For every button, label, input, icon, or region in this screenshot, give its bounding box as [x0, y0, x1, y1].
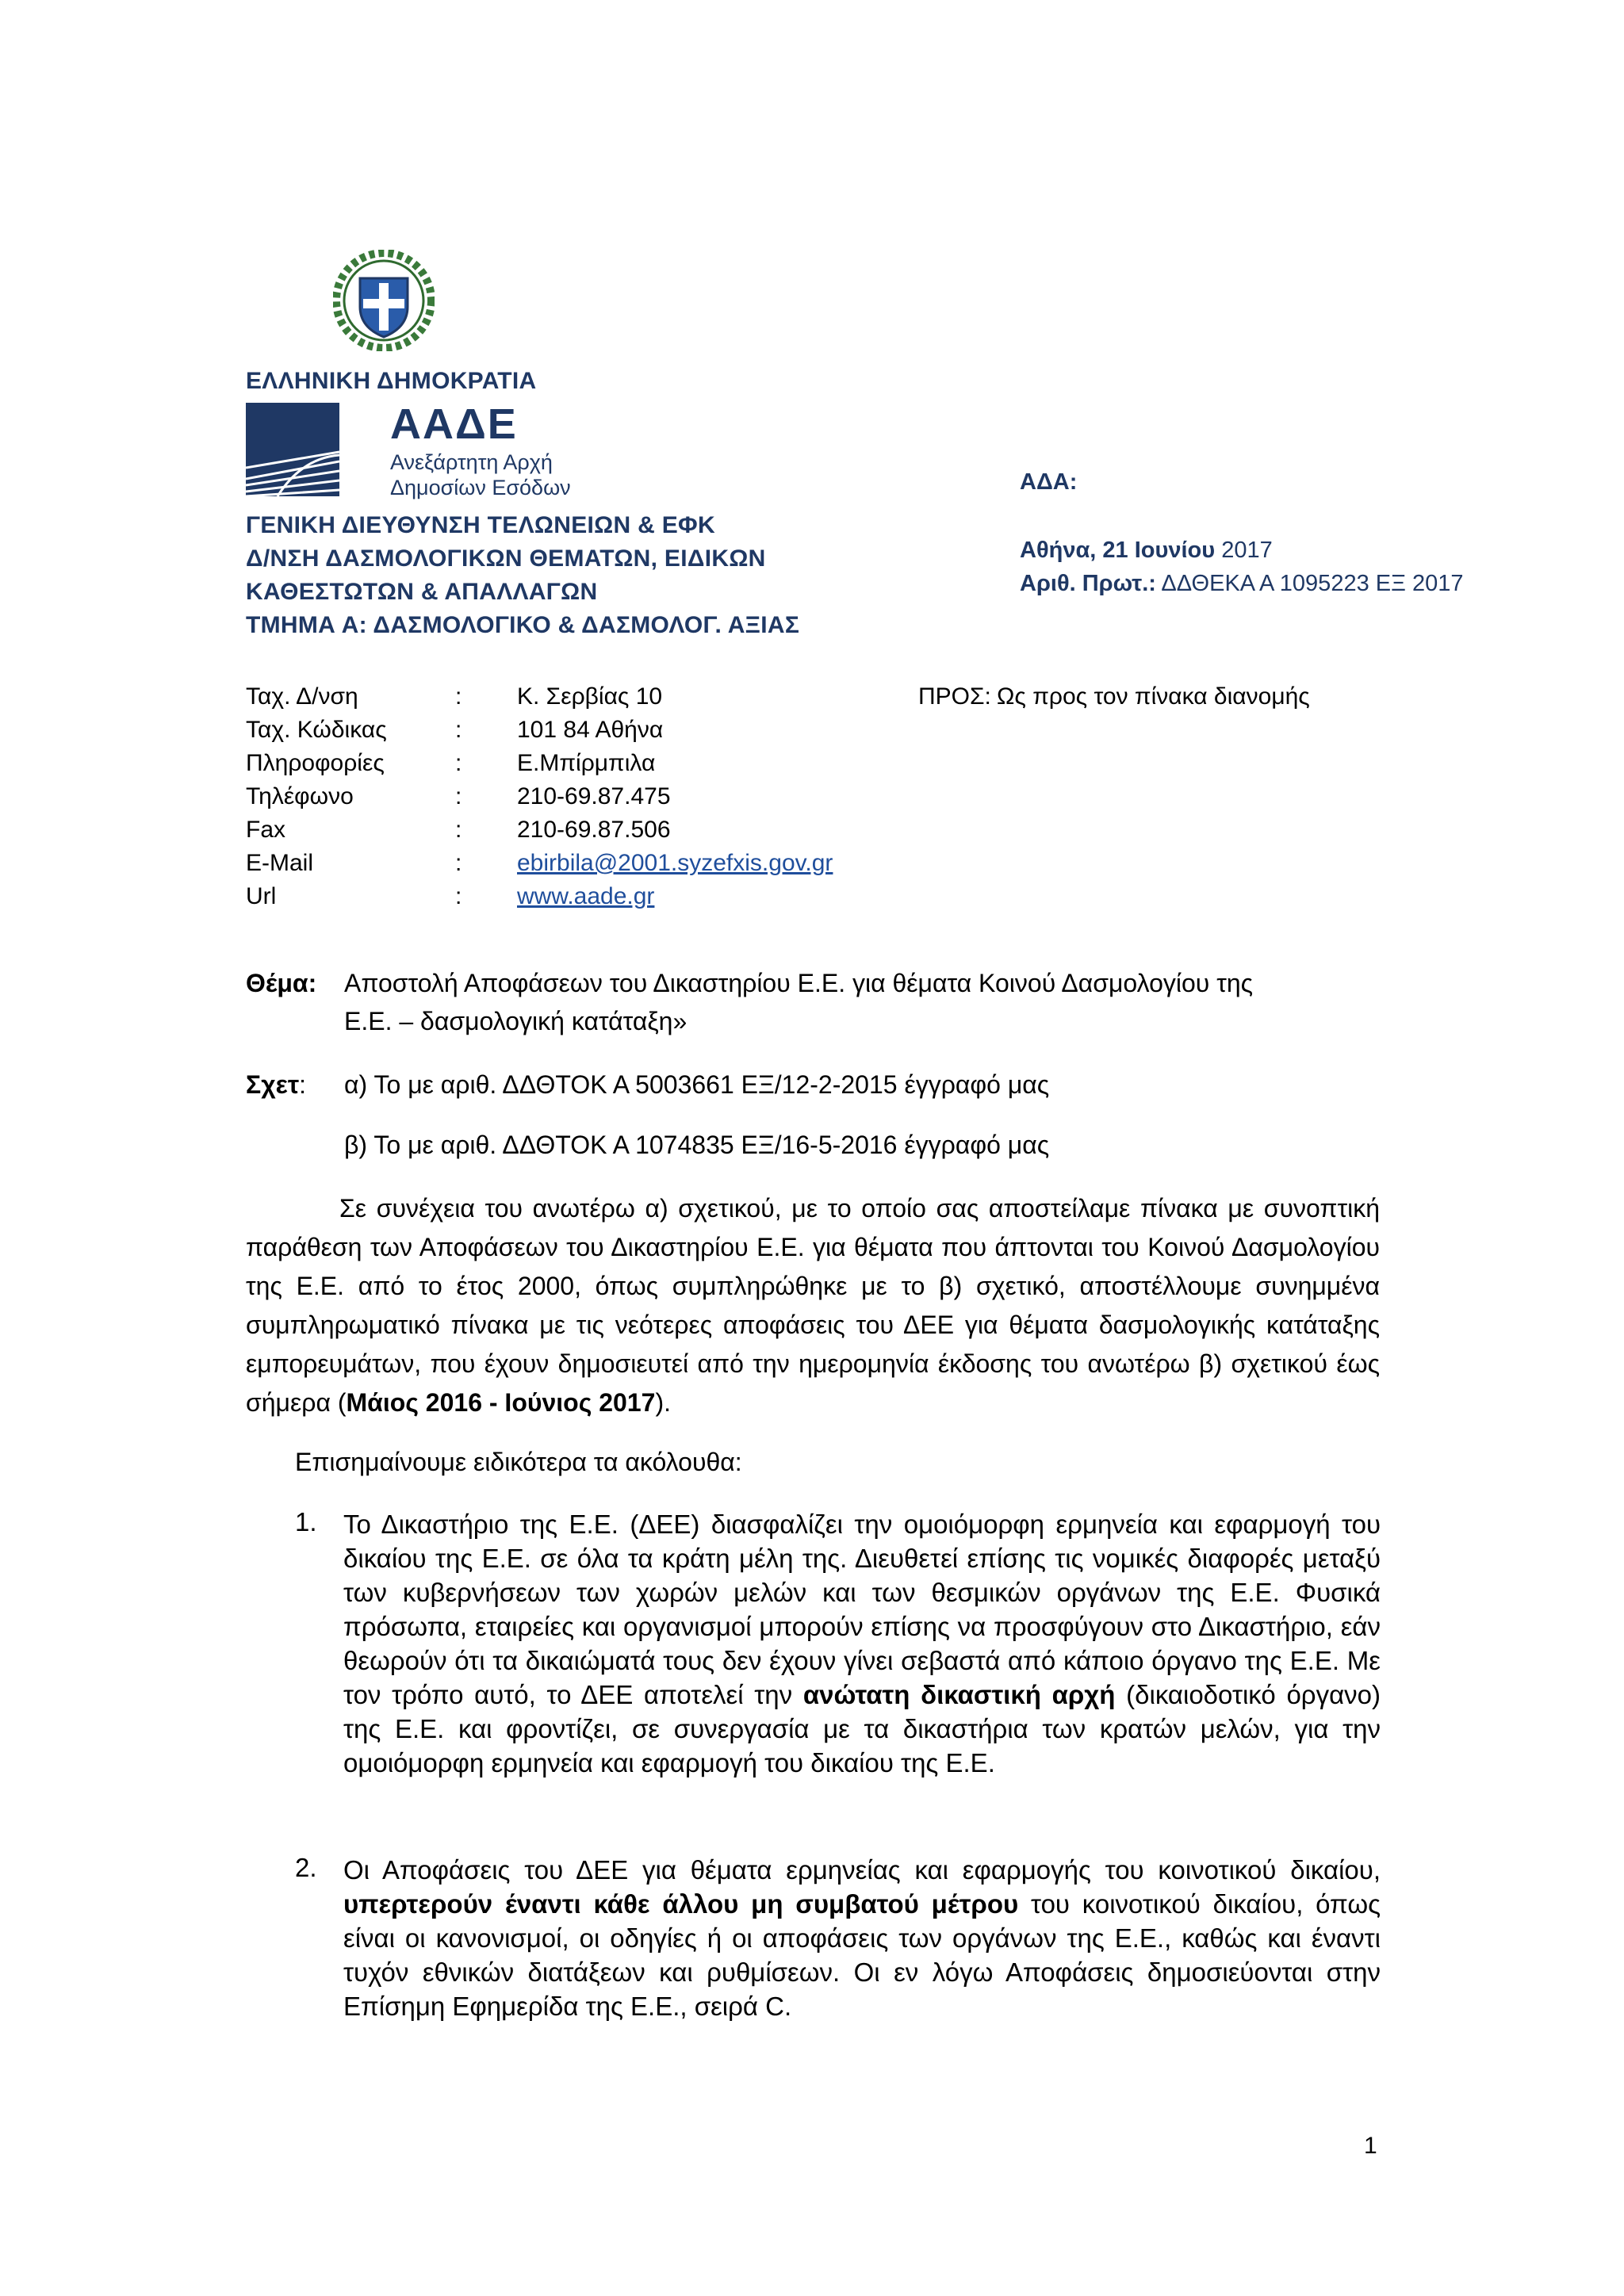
emblem-icon: [333, 250, 435, 351]
list-item-text: Οι Αποφάσεις του ΔΕΕ για θέματα ερμηνείας και εφαρμογής του κοινοτικού δικαίου,: [343, 1855, 1381, 1885]
reference-b: β) Το με αριθ. ΔΔΘΤΟΚ Α 1074835 ΕΞ/16-5-2016 έγγραφό μας: [344, 1131, 1050, 1159]
list-item-number: 2.: [295, 1853, 317, 1882]
email-link[interactable]: ebirbila@2001.syzefxis.gov.gr: [517, 850, 833, 876]
protocol-value: ΔΔΘΕΚΑ Α 1095223 ΕΞ 2017: [1155, 571, 1464, 596]
list-item-text: Το Δικαστήριο της Ε.Ε. (ΔΕΕ) διασφαλίζει την ομοιόμορφη ερμηνεία και εφαρμογή του δικαίου της Ε.Ε. σε όλα τα κράτη μέλη της. Διευθετεί επίσης τις νομικές διαφορές μεταξύ των κυβερνήσεων των χωρών μελών και των θεσμικών οργάνων της Ε.Ε. Φυσικά πρόσωπα, εταιρείες και οργανισμοί μπορούν επίσης να προσφύγουν στο Δικαστήριο, εάν θεωρούν ότι τα δικαιώματά τους δεν έχουν γίνει σεβαστά από κάποιο όργανο της Ε.Ε. Με τον τρόπο αυτό, το ΔΕΕ αποτελεί την: [343, 1510, 1381, 1709]
contact-value-postal-code: 101 84 Αθήνα: [517, 717, 664, 743]
place-date: [1020, 538, 1273, 564]
aade-logo-icon: [246, 403, 339, 496]
list-item-text: (δικαιοδοτικό όργανο) της Ε.Ε. και φροντίζει, σε συνεργασία με τα δικαστήρια των κρατών μελών, για την ομοιόμορφη ερμηνεία και εφαρμογή του δικαίου της Ε.Ε.: [343, 1680, 1381, 1777]
subject-label: Θέμα:: [246, 969, 317, 997]
contact-colon: :: [455, 817, 462, 843]
list-item-bold: ανώτατη δικαστική αρχή: [802, 1680, 1116, 1709]
department-line-4: ΤΜΗΜΑ Α: ΔΑΣΜΟΛΟΓΙΚΟ & ΔΑΣΜΟΛΟΓ. ΑΞΙΑΣ: [246, 612, 800, 638]
period-bold: Μάιος 2016 - Ιούνιος 2017: [346, 1388, 656, 1417]
body-paragraph-1-end: ).: [655, 1388, 671, 1417]
body-paragraph-1: [246, 1189, 1380, 1422]
contact-value-information: Ε.Μπίρμπιλα: [517, 750, 656, 776]
reference-label: [246, 1070, 306, 1100]
contact-colon: :: [455, 683, 462, 710]
greek-republic-emblem: [333, 250, 435, 351]
contact-value-fax: 210-69.87.506: [517, 817, 671, 843]
department-line-3: ΚΑΘΕΣΤΩΤΩΝ & ΑΠΑΛΛΑΓΩΝ: [246, 579, 598, 605]
contact-label: Ταχ. Κώδικας: [246, 717, 387, 743]
aade-logo: [246, 400, 603, 503]
contact-colon: :: [455, 750, 462, 776]
aade-logo-subtitle-2: Δημοσίων Εσόδων: [390, 476, 571, 499]
contact-label: Ταχ. Δ/νση: [246, 683, 358, 710]
subject-line-2: Ε.Ε. – δασμολογική κατάταξη»: [344, 1007, 688, 1035]
contact-block: [0, 683, 952, 921]
reference-a: α) Το με αριθ. ΔΔΘΤΟΚ Α 5003661 ΕΞ/12-2-2015 έγγραφό μας: [344, 1070, 1050, 1099]
website-link[interactable]: www.aade.gr: [517, 883, 655, 909]
aade-logo-title: ΑΑΔΕ: [390, 400, 518, 448]
page-number: 1: [1364, 2133, 1377, 2159]
aade-logo-subtitle-1: Ανεξάρτητη Αρχή: [390, 450, 553, 474]
place-date-bold: Αθήνα, 21 Ιουνίου: [1020, 538, 1216, 563]
protocol-number: [1020, 571, 1464, 597]
contact-label: Fax: [246, 817, 286, 843]
list-item: [343, 1507, 1381, 1780]
contact-label: Url: [246, 883, 277, 909]
department-line-2: Δ/ΝΣΗ ΔΑΣΜΟΛΟΓΙΚΩΝ ΘΕΜΑΤΩΝ, ΕΙΔΙΚΩΝ: [246, 545, 766, 572]
body-paragraph-1-text: Σε συνέχεια του ανωτέρω α) σχετικού, με το οποίο σας αποστείλαμε πίνακα με συνοπτική παράθεση των Αποφάσεων του Δικαστηρίου Ε.Ε. για θέματα που άπτονται του Κοινού Δασμολογίου της Ε.Ε. από το έτος 2000, όπως συμπληρώθηκε με το β) σχετικό, αποστέλλουμε συνημμένα συμπληρωματικό πίνακα με τις νεότερες αποφάσεις του ΔΕΕ για θέματα δασμολογικής κατάταξης εμπορευμάτων, που έχουν δημοσιευτεί από την ημερομηνία έκδοσης του ανωτέρω β) σχετικού έως σήμερα (: [246, 1194, 1380, 1417]
list-item: [343, 1853, 1381, 2023]
contact-label: Πληροφορίες: [246, 750, 385, 776]
contact-value-address: Κ. Σερβίας 10: [517, 683, 663, 710]
recipient-value: Ως προς τον πίνακα διανομής: [997, 683, 1310, 710]
list-item-text: του κοινοτικού δικαίου, όπως είναι οι κανονισμοί, οι οδηγίες ή οι αποφάσεις των οργάνων της Ε.Ε., καθώς και έναντι τυχόν εθνικών διατάξεων και ρυθμίσεων. Οι εν λόγω Αποφάσεις δημοσιεύονται στην Επίσημη Εφημερίδα της Ε.Ε., σειρά C.: [343, 1889, 1381, 2021]
contact-colon: :: [455, 850, 462, 876]
department-line-1: ΓΕΝΙΚΗ ΔΙΕΥΘΥΝΣΗ ΤΕΛΩΝΕΙΩΝ & ΕΦΚ: [246, 512, 715, 538]
subject-line-1: Αποστολή Αποφάσεων του Δικαστηρίου Ε.Ε. για θέματα Κοινού Δασμολογίου της: [344, 969, 1254, 997]
protocol-label: Αριθ. Πρωτ.:: [1020, 571, 1156, 596]
republic-name: ΕΛΛΗΝΙΚΗ ΔΗΜΟΚΡΑΤΙΑ: [246, 368, 537, 394]
reference-label-text: Σχετ: [246, 1070, 300, 1099]
list-item-bold: υπερτερούν έναντι κάθε άλλου μη συμβατού μέτρου: [343, 1889, 1019, 1919]
contact-label: E-Mail: [246, 850, 314, 876]
contact-value-phone: 210-69.87.475: [517, 783, 671, 809]
contact-colon: :: [455, 783, 462, 809]
year: 2017: [1215, 538, 1273, 563]
list-item-number: 1.: [295, 1507, 317, 1536]
recipient-label: ΠΡΟΣ:: [918, 683, 991, 710]
reference-label-colon: :: [299, 1070, 306, 1099]
contact-colon: :: [455, 883, 462, 909]
ada-label: ΑΔΑ:: [1020, 469, 1078, 495]
body-paragraph-2: Επισημαίνουμε ειδικότερα τα ακόλουθα:: [295, 1448, 742, 1476]
contact-colon: :: [455, 717, 462, 743]
contact-label: Τηλέφωνο: [246, 783, 354, 809]
